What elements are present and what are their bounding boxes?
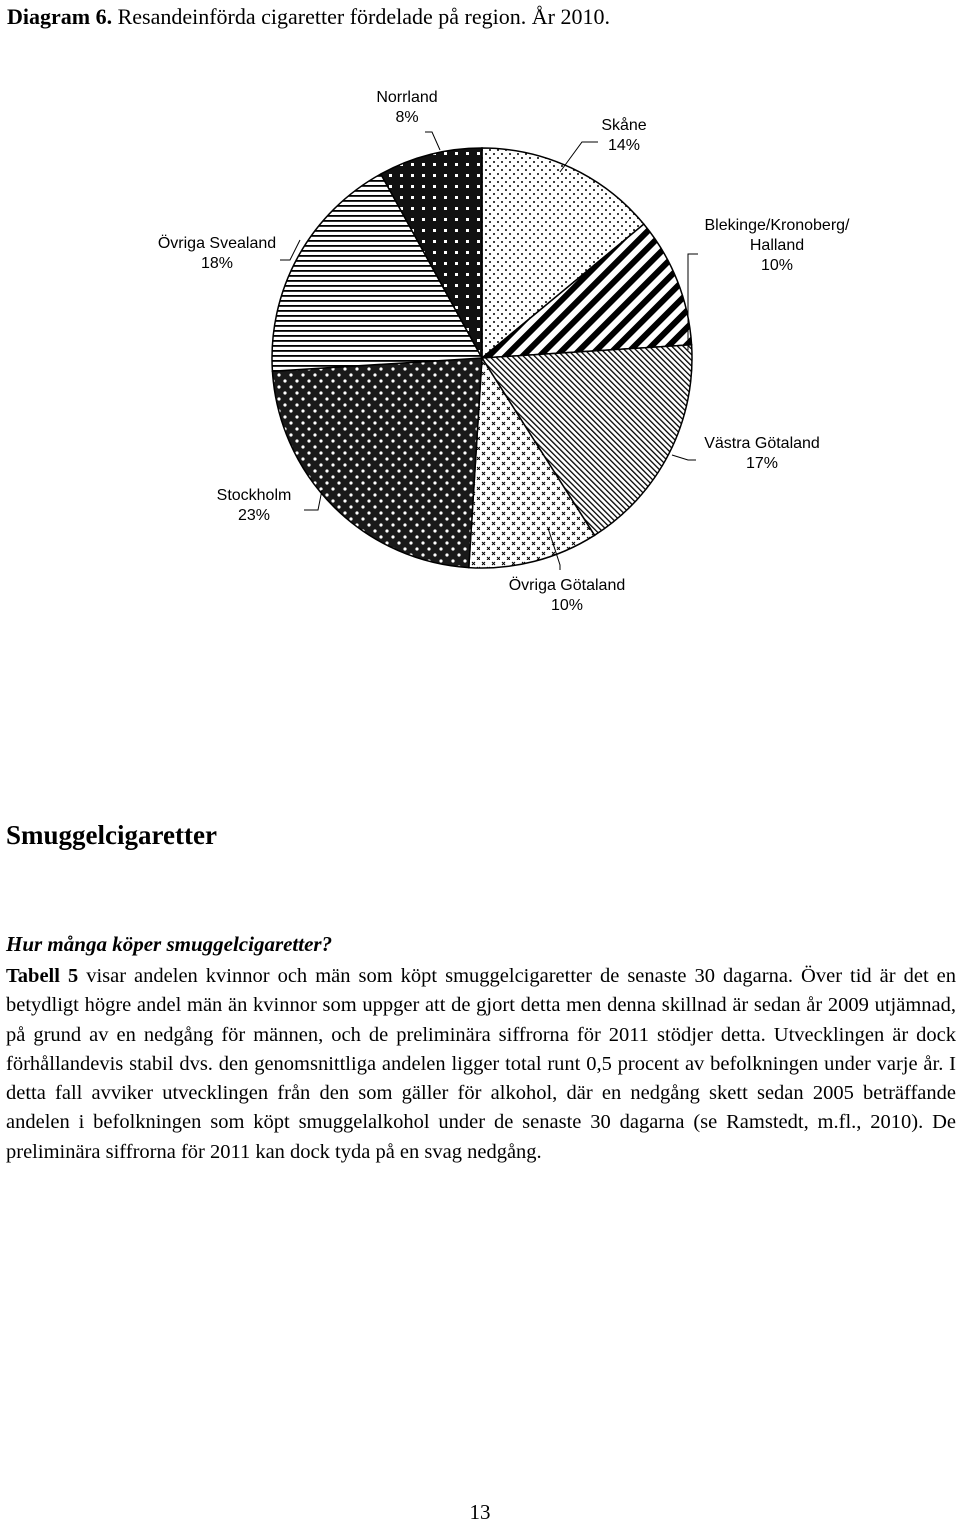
pie-label [158, 234, 276, 272]
figure-caption [7, 4, 610, 30]
pie-label-name: Västra Götaland [704, 435, 820, 452]
pie-label-name: Stockholm [216, 487, 292, 504]
pie-label [376, 89, 437, 126]
pie-label-name: Övriga Götaland [508, 577, 626, 594]
pie-label-percent: 8% [395, 109, 419, 126]
pie-label-name: Norrland [376, 89, 438, 106]
pie-label-percent: 18% [200, 255, 234, 272]
pie-label-percent: 14% [607, 137, 641, 154]
pie-label [509, 576, 626, 614]
figure-caption-label: Diagram 6. [7, 4, 113, 29]
body-paragraph-text: visar andelen kvinnor och män som köpt smuggelcigaretter de senaste 30 dagarna. Över tid är det en betydligt högre andel män än kvinnor som uppger att de gjort detta men denna skillnad är sedan år 2009 utjämnad, på grund av en nedgång för männen, och de preliminära siffrorna för 2011 stödjer detta. Utvecklingen är dock förhållandevis stabil dvs. den genomsnittliga andelen ligger total runt 0,5 procent av befolkningen under varje år. I detta fall avviker utvecklingen från den som gäller för alkohol, där en nedgång skett sedan 2005 beträffande andelen i befolkningen som köpt smuggelalkohol under de senaste 30 dagarna (se Ramstedt, m.fl., 2010). De preliminära siffrorna för 2011 kan dock tyda på en svag nedgång. [6, 965, 957, 1163]
pie-slices [272, 148, 692, 568]
body-paragraph [6, 962, 956, 1167]
pie-label [217, 487, 292, 524]
page-number: 13 [469, 1500, 491, 1524]
pie-label-name: Övriga Svealand [157, 235, 277, 252]
table-reference: Tabell 5 [6, 965, 79, 987]
pie-slice-stockholm [272, 358, 482, 568]
pie-leader-line [280, 240, 300, 260]
pie-chart [0, 60, 960, 640]
pie-label-percent: 10% [760, 257, 794, 274]
pie-label [704, 435, 820, 472]
pie-label-percent: 23% [237, 507, 271, 524]
question-heading: Hur många köper smuggelcigaretter? [6, 932, 333, 956]
figure-caption-text: Resandeinförda cigaretter fördelade på region. År 2010. [112, 4, 610, 29]
pie-label-percent: 10% [550, 597, 584, 614]
pie-label-name: Skåne [601, 117, 647, 134]
pie-label-percent: 17% [745, 455, 779, 472]
pie-label [601, 116, 646, 154]
pie-label-name: Blekinge/Kronoberg/ [704, 217, 850, 234]
pie-label [705, 217, 851, 274]
pie-leader-line [672, 455, 696, 460]
pie-leader-line [304, 490, 322, 510]
section-heading: Smuggelcigaretter [6, 820, 217, 850]
pie-label-name: Halland [749, 237, 805, 254]
pie-leader-line [425, 132, 440, 150]
